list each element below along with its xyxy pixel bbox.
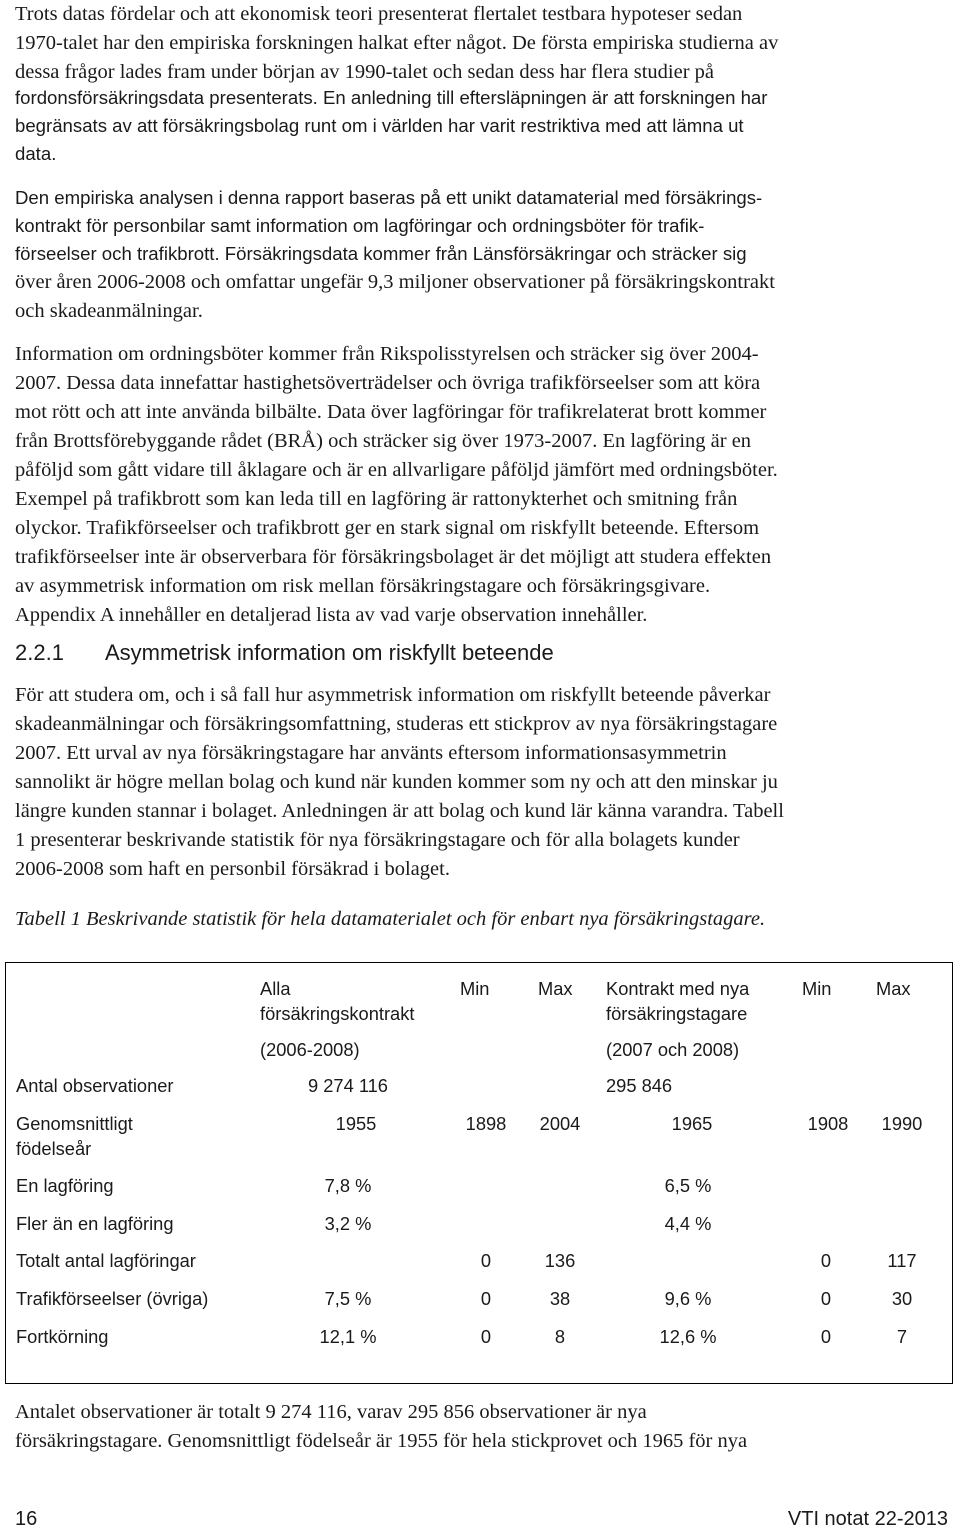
cell-new: 295 846 [606,1075,673,1096]
header-new-line2: försäkringstagare [606,1003,748,1024]
text-line: Exempel på trafikbrott som kan leda till en lagföring är rattonykterhet och smitning från [15,488,738,510]
text-line: av asymmetrisk information om risk mellan försäkringstagare och försäkringsgivare. [15,575,711,597]
row-label: Trafikförseelser (övriga) [16,1288,209,1309]
paragraph-data-description-cont [15,268,960,326]
page-number: 16 [15,1508,38,1530]
text-line: förseelser och trafikbrott. Försäkringsdata kommer från Länsförsäkringar och sträcker sig [15,243,747,264]
text-line: sannolikt är högre mellan bolag och kund när kunden kommer som ny och att den minskar ju [15,771,778,793]
text-line: försäkringstagare. Genomsnittligt födelseår är 1955 för hela stickprovet och 1965 för nya [15,1430,748,1452]
cell-max-new: 30 [891,1288,913,1309]
cell-max-all: 8 [554,1326,566,1347]
text-line: skadeanmälningar och försäkringsomfattning, studeras ett stickprov av nya försäkringstagare [15,713,778,735]
cell-all: 3,2 % [324,1213,372,1234]
header-max-all: Max [538,978,573,999]
row-label: Fortkörning [16,1326,109,1347]
header-min-all: Min [460,978,490,999]
paragraph-intro-1 [15,0,960,87]
cell-all: 12,1 % [319,1326,377,1347]
text-line: fordonsförsäkringsdata presenterats. En anledning till eftersläpningen är att forskningen har [15,87,768,108]
row-label: Totalt antal lagföringar [16,1250,196,1271]
cell-new: 12,6 % [659,1326,717,1347]
statistics-table [5,962,953,1384]
text-line: För att studera om, och i så fall hur asymmetrisk information om riskfyllt beteende påverkar [15,684,771,706]
cell-new: 4,4 % [664,1213,712,1234]
paragraph-intro-1-cont [15,84,960,168]
row-label: Genomsnittligt [16,1113,133,1134]
cell-all: 9 274 116 [308,1075,388,1096]
section-number: 2.2.1 [15,640,64,665]
text-line: Den empiriska analysen i denna rapport baseras på ett unikt datamaterial med försäkrings- [15,187,763,208]
text-line: Information om ordningsböter kommer från Rikspolisstyrelsen och sträcker sig över 2004- [15,343,759,365]
text-line: 2007. Dessa data innefattar hastighetsöverträdelser och övriga trafikförseelser som att köra [15,372,761,394]
text-line: 1 presenterar beskrivande statistik för nya försäkringstagare och för alla bolagets kunder [15,829,740,851]
text-line: mot rött och att inte använda bilbälte. Data över lagföringar för trafikrelaterat brott kommer [15,401,767,423]
table-caption: Tabell 1 Beskrivande statistik för hela datamaterialet och för enbart nya försäkringstagare. [15,908,766,930]
cell-max-all: 38 [549,1288,571,1309]
text-line: Appendix A innehåller en detaljerad lista av vad varje observation innehåller. [15,604,648,626]
text-line: trafikförseelser inte är observerbara för försäkringsbolaget är det möjligt att studera effekten [15,546,772,568]
cell-min-new: 0 [820,1250,832,1271]
header-all-line1: Alla [260,978,291,999]
cell-min-all: 0 [480,1288,492,1309]
cell-new: 9,6 % [664,1288,712,1309]
cell-min-all: 1898 [465,1113,507,1134]
paragraph-data-description [15,184,960,268]
cell-all: 7,5 % [324,1288,372,1309]
paragraph-ordningsboter [15,340,960,630]
row-label-line2: födelseår [16,1138,92,1159]
header-max-new: Max [876,978,911,999]
cell-max-all: 2004 [539,1113,581,1134]
text-line: begränsats av att försäkringsbolag runt om i världen har varit restriktiva med att lämna ut [15,115,744,136]
paragraph-observations [15,1398,960,1456]
header-new-line1: Kontrakt med nya [606,978,750,999]
cell-min-new: 1908 [807,1113,849,1134]
cell-min-new: 0 [820,1288,832,1309]
header-all-years: (2006-2008) [260,1039,360,1060]
cell-min-all: 0 [480,1326,492,1347]
cell-min-all: 0 [480,1250,492,1271]
text-line: olyckor. Trafikförseelser och trafikbrott ger en stark signal om riskfyllt beteende. Eftersom [15,517,760,539]
section-heading [15,640,554,666]
text-line: från Brottsförebyggande rådet (BRÅ) och sträcker sig över 1973-2007. En lagföring är en [15,430,752,452]
header-all-line2: försäkringskontrakt [260,1003,415,1024]
cell-new: 6,5 % [664,1175,712,1196]
cell-new: 1965 [671,1113,713,1134]
text-line: 1970-talet har den empiriska forskningen halkat efter något. De första empiriska studierna av [15,32,779,54]
row-label: Fler än en lagföring [16,1213,174,1234]
row-label: En lagföring [16,1175,114,1196]
cell-max-new: 7 [896,1326,908,1347]
header-new-years: (2007 och 2008) [606,1039,740,1060]
header-min-new: Min [802,978,832,999]
text-line: Antalet observationer är totalt 9 274 116, varav 295 856 observationer är nya [15,1401,647,1423]
cell-min-new: 0 [820,1326,832,1347]
cell-max-new: 1990 [881,1113,923,1134]
text-line: längre kunden stannar i bolaget. Anledningen är att bolag och kund lär känna varandra. Tabell [15,800,784,822]
text-line: påföljd som gått vidare till åklagare och är en allvarligare påföljd jämfört med ordningsböter. [15,459,778,481]
text-line: data. [15,143,57,164]
row-label: Antal observationer [16,1075,174,1096]
section-title: Asymmetrisk information om riskfyllt beteende [105,640,554,665]
cell-max-all: 136 [544,1250,576,1271]
text-line: och skadeanmälningar. [15,300,203,322]
cell-all: 1955 [335,1113,377,1134]
text-line: Trots datas fördelar och att ekonomisk teori presenterat flertalet testbara hypoteser sedan [15,3,743,25]
report-id: VTI notat 22-2013 [787,1508,948,1530]
text-line: över åren 2006-2008 och omfattar ungefär 9,3 miljoner observationer på försäkringskontrakt [15,271,775,293]
cell-all: 7,8 % [324,1175,372,1196]
text-line: 2007. Ett urval av nya försäkringstagare har använts eftersom informationsasymmetrin [15,742,727,764]
text-line: kontrakt för personbilar samt information om lagföringar och ordningsböter för trafik- [15,215,705,236]
cell-max-new: 117 [887,1250,917,1271]
text-line: 2006-2008 som haft en personbil försäkrad i bolaget. [15,858,450,880]
paragraph-asymmetric-info [15,681,960,884]
text-line: dessa frågor lades fram under början av 1990-talet och sedan dess har flera studier på [15,61,715,83]
